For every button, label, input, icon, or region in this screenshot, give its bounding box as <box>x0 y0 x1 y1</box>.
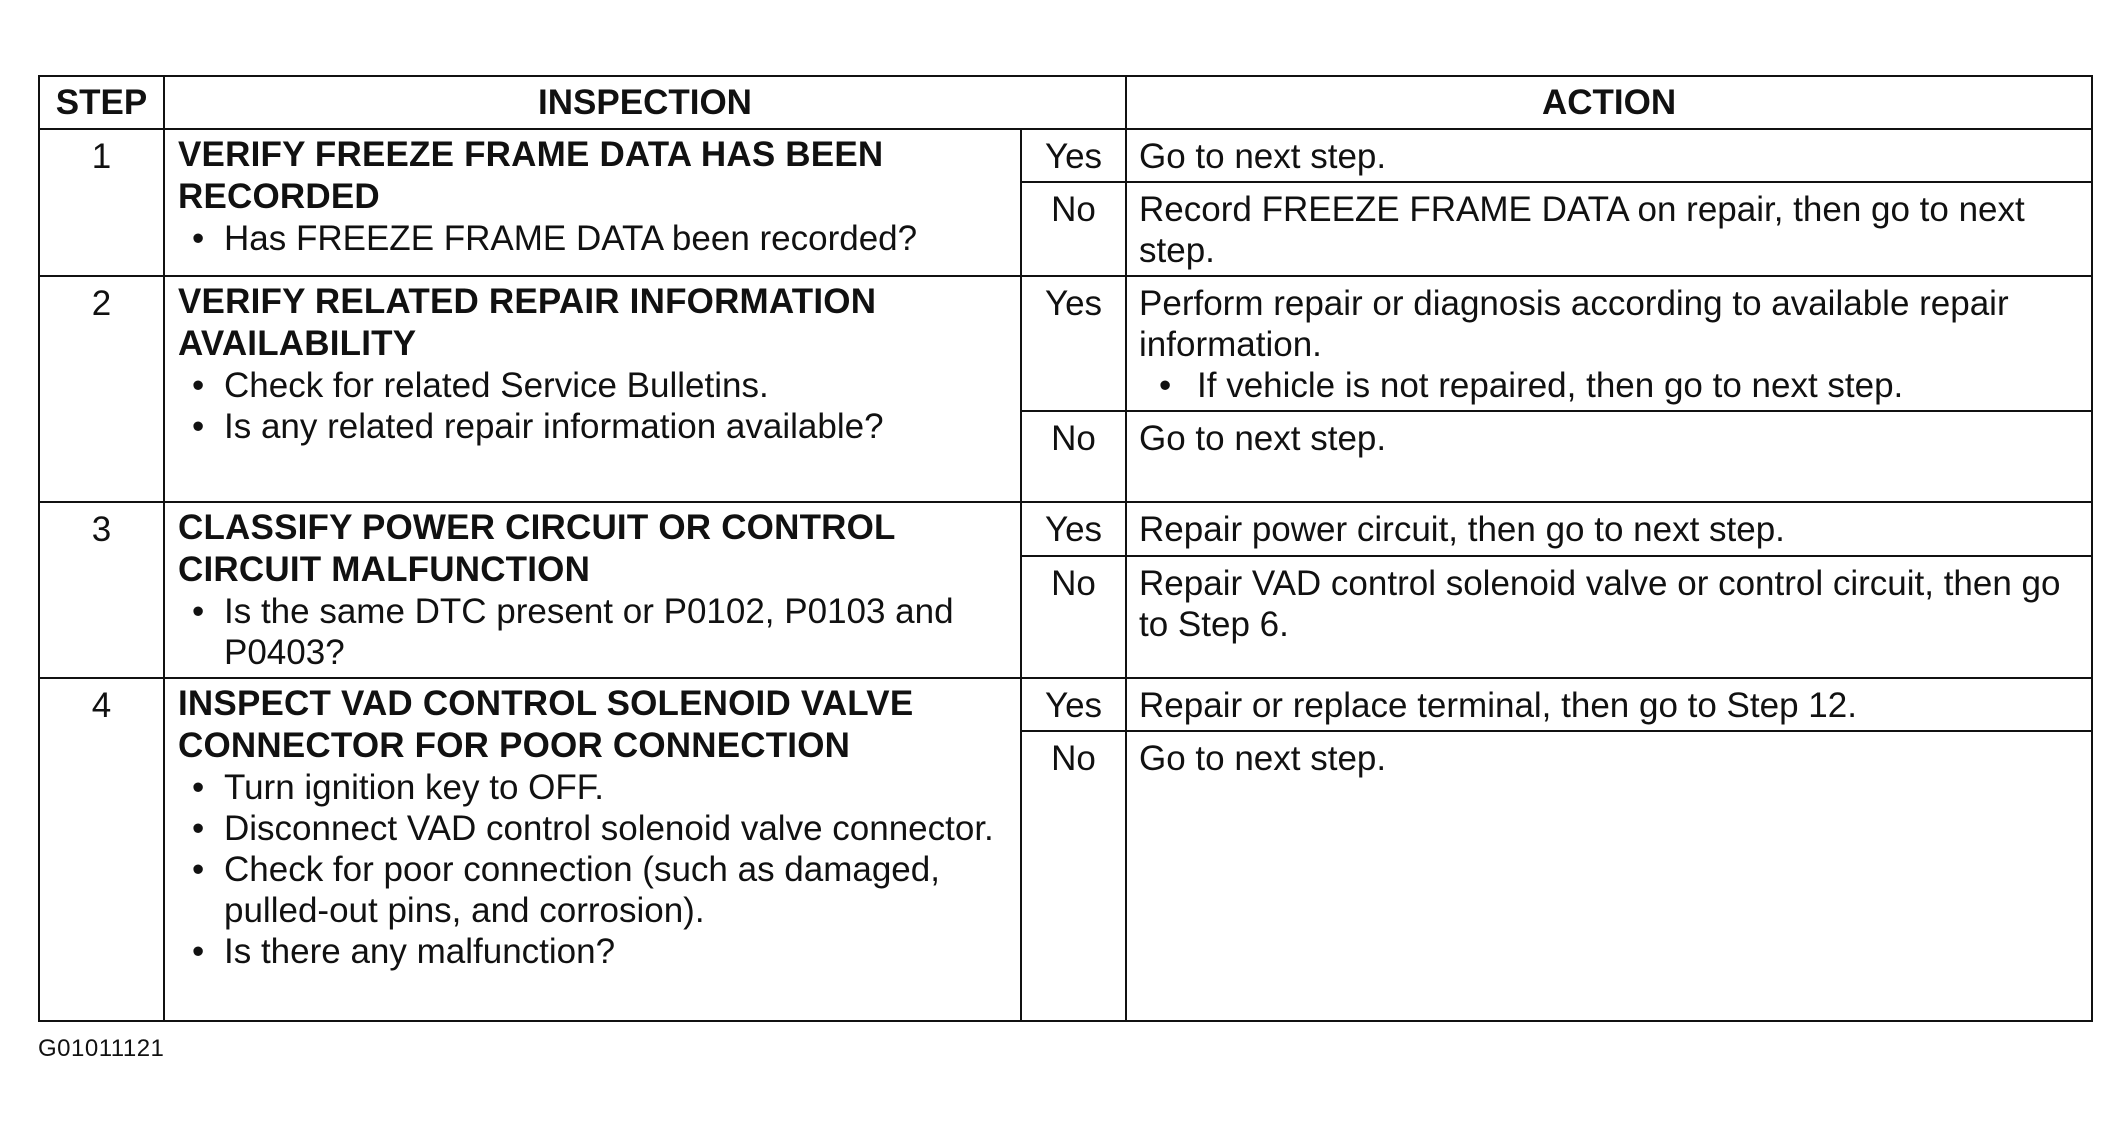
yes-action: Repair power circuit, then go to next step. <box>1126 502 2092 556</box>
inspection-bullet: • Turn ignition key to OFF. <box>178 767 1006 808</box>
inspection-bullet: • Disconnect VAD control solenoid valve connector. <box>178 808 1006 849</box>
step-number: 4 <box>39 678 164 1021</box>
action-bullet: • If vehicle is not repaired, then go to next step. <box>1139 365 2075 406</box>
inspection-bullet: • Check for related Service Bulletins. <box>178 365 1006 406</box>
inspection-cell <box>164 276 1021 502</box>
inspection-title: VERIFY FREEZE FRAME DATA HAS BEEN RECORDED <box>178 135 884 216</box>
no-label: No <box>1021 182 1126 276</box>
inspection-bullets <box>178 365 1006 447</box>
step-number: 1 <box>39 129 164 276</box>
inspection-title: VERIFY RELATED REPAIR INFORMATION AVAILABILITY <box>178 282 877 363</box>
step-1-yes-row <box>39 129 2092 182</box>
header-action: ACTION <box>1126 76 2092 129</box>
no-action: Record FREEZE FRAME DATA on repair, then go to next step. <box>1126 182 2092 276</box>
header-step: STEP <box>39 76 164 129</box>
no-label: No <box>1021 731 1126 1021</box>
yes-action: Go to next step. <box>1126 129 2092 182</box>
inspection-cell <box>164 129 1021 276</box>
diagnostic-table <box>38 75 2093 1022</box>
inspection-title: INSPECT VAD CONTROL SOLENOID VALVE CONNECTOR FOR POOR CONNECTION <box>178 684 914 765</box>
inspection-bullet: • Is the same DTC present or P0102, P0103 and P0403? <box>178 591 1006 673</box>
inspection-title: CLASSIFY POWER CIRCUIT OR CONTROL CIRCUIT MALFUNCTION <box>178 508 895 589</box>
inspection-bullet: • Check for poor connection (such as damaged, pulled-out pins, and corrosion). <box>178 849 1006 931</box>
inspection-bullets <box>178 591 1006 673</box>
action-bullets <box>1139 365 2075 406</box>
inspection-cell <box>164 678 1021 1021</box>
step-number: 3 <box>39 502 164 678</box>
yes-action: Repair or replace terminal, then go to Step 12. <box>1126 678 2092 731</box>
yes-label: Yes <box>1021 678 1126 731</box>
step-3-yes-row <box>39 502 2092 556</box>
step-number: 2 <box>39 276 164 502</box>
inspection-bullets <box>178 767 1006 972</box>
header-inspection: INSPECTION <box>164 76 1126 129</box>
step-4-yes-row <box>39 678 2092 731</box>
inspection-bullet: • Is there any malfunction? <box>178 931 1006 972</box>
yes-label: Yes <box>1021 129 1126 182</box>
yes-action-cell <box>1126 276 2092 411</box>
no-label: No <box>1021 411 1126 502</box>
no-action: Go to next step. <box>1126 731 2092 1021</box>
no-label: No <box>1021 556 1126 678</box>
no-action: Go to next step. <box>1126 411 2092 502</box>
figure-id: G01011121 <box>38 1035 165 1062</box>
inspection-bullet: • Is any related repair information available? <box>178 406 1006 447</box>
inspection-bullet: • Has FREEZE FRAME DATA been recorded? <box>178 218 1006 259</box>
inspection-bullets <box>178 218 1006 259</box>
step-2-yes-row <box>39 276 2092 411</box>
header-row <box>39 76 2092 129</box>
yes-label: Yes <box>1021 276 1126 411</box>
yes-action: Perform repair or diagnosis according to available repair information. <box>1139 284 2009 364</box>
no-action: Repair VAD control solenoid valve or control circuit, then go to Step 6. <box>1126 556 2092 678</box>
yes-label: Yes <box>1021 502 1126 556</box>
inspection-cell <box>164 502 1021 678</box>
